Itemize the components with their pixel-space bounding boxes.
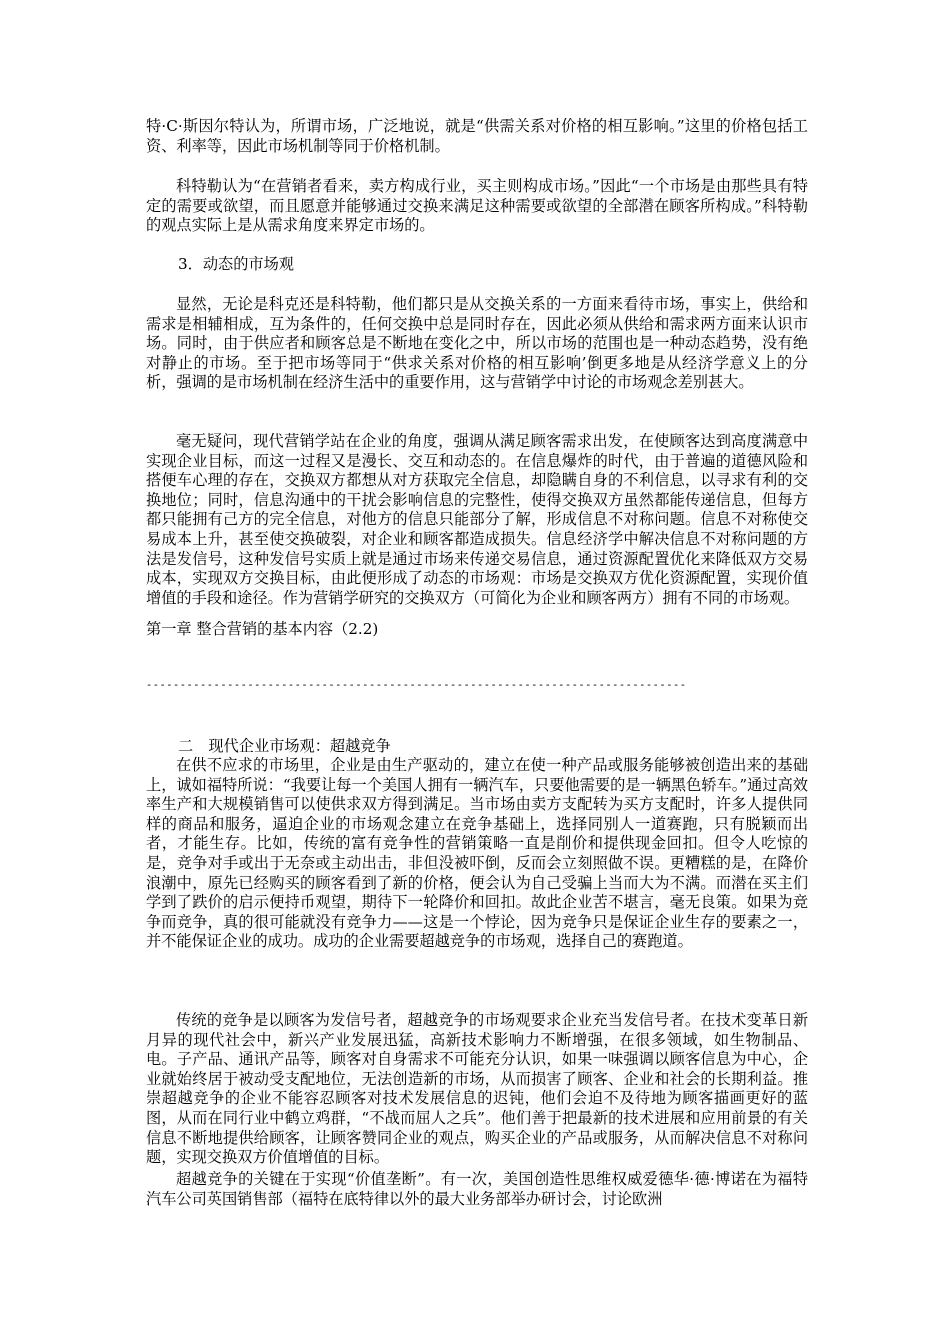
- section-heading-beyond-competition: 二 现代企业市场观：超越竞争: [178, 737, 391, 755]
- paragraph-supply-demand: 显然，无论是科克还是科特勒，他们都只是从交换关系的一方面来看待市场，事实上，供给和需求是相辅相成，互为条件的，任何交换中总是同时存在，因此必须从供给和需求两方面来认识市场。同时，由于供应者和顾客总是不断地在变化之中，所以市场的范围也是一种动态趋势，没有绝对静止的市场。至于把市场等同于“供求关系对价格的相互影响’倒更多地是从经济学意义上的分析，强调的是市场机制在经济生活中的重要作用，这与营销学中讨论的市场观念差别甚大。: [146, 295, 808, 392]
- divider-line: --------------------------------------------------------------------------------: [146, 679, 687, 691]
- paragraph-value-monopoly: 超越竞争的关键在于实现“价值垄断”。有一次，美国创造性思维权威爱德华·德·博诺在为福特汽车公司英国销售部（福特在底特律以外的最大业务部举办研讨会，讨论欧洲: [146, 1170, 808, 1208]
- paragraph-kotler-view: 科特勒认为“在营销者看来，卖方构成行业，买主则构成市场。”因此“一个市场是由那些具有特定的需要或欲望，而且愿意并能够通过交换来满足这种需要或欲望的全部潜在顾客所构成。”科特勒的观点实际上是从需求角度来界定市场的。: [146, 177, 808, 235]
- paragraph-information-asymmetry: 毫无疑问，现代营销学站在企业的角度，强调从满足顾客需求出发，在使顾客达到高度满意中实现企业目标，而这一过程又是漫长、交互和动态的。在信息爆炸的时代，由于普遍的道德风险和搭便车心理的存在，交换双方都想从对方获取完全信息，却隐瞒自身的不利信息，以寻求有利的交换地位；同时，信息沟通中的干扰会影响信息的完整性，使得交换双方虽然都能传递信息，但每方都只能拥有己方的完全信息，对他方的信息只能部分了解，形成信息不对称问题。信息不对称使交易成本上升，甚至使交换破裂，对企业和顾客都造成损失。信息经济学中解决信息不对称问题的方法是发信号，这种发信号实质上就是通过市场来传递交易信息，通过资源配置优化来降低双方交易成本，实现双方交换目标，由此便形成了动态的市场观：市场是交换双方优化资源配置，实现价值增值的手段和途径。作为营销学研究的交换双方（可简化为企业和顾客两方）拥有不同的市场观。: [146, 432, 808, 607]
- paragraph-signal-sender: 传统的竞争是以顾客为发信号者，超越竞争的市场观要求企业充当发信号者。在技术变革日新月异的现代社会中，新兴产业发展迅猛，高新技术影响力不断增强，在很多领域，如生物制品、电。子产品、通讯产品等，顾客对自身需求不可能充分认识，如果一味强调以顾客信息为中心，企业就始终居于被动受支配地位，无法创造新的市场，从而损害了顾客、企业和社会的长期利益。推崇超越竞争的企业不能容忍顾客对技术发展信息的迟钝，他们会迫不及待地为顾客描画更好的蓝图，从而在同行业中鹤立鸡群，“不战而屈人之兵”。他们善于把最新的技术进展和应用前景的有关信息不断地提供给顾客，让顾客赞同企业的观点，购买企业的产品或服务，从而解决信息不对称问题，实现交换双方价值增值的目标。: [146, 1011, 808, 1167]
- paragraph-market-definition-price: 特·C·斯因尔特认为，所谓市场，广泛地说，就是“供需关系对价格的相互影响。”这里的价格包括工资、利率等，因此市场机制等同于价格机制。: [146, 117, 808, 155]
- chapter-title: 第一章 整合营销的基本内容（2.2): [146, 620, 379, 638]
- paragraph-competition-market: 在供不应求的市场里，企业是由生产驱动的，建立在使一种产品或服务能够被创造出来的基础上，诚如福特所说：“我要让每一个美国人拥有一辆汽车，只要他需要的是一辆黑色轿车。”通过高效率生产和大规模销售可以使供求双方得到满足。当市场由卖方支配转为买方支配时，许多人提供同样的商品和服务，逼迫企业的市场观念建立在竞争基础上，选择同别人一道赛跑，只有脱颖而出者，才能生存。比如，传统的富有竞争性的营销策略一直是削价和提供现金回扣。但令人吃惊的是，竞争对手或出于无奈或主动出击，非但没被吓倒，反而会立刻照做不误。更糟糕的是，在降价浪潮中，原先已经购买的顾客看到了新的价格，便会认为自己受骗上当而大为不满。而潜在买主们学到了跌价的启示便持币观望，期待下一轮降价和回扣。故此企业苦不堪言，毫无良策。如果为竞争而竞争，真的很可能就没有竞争力——这是一个悖论，因为竞争只是保证企业生存的要素之一，并不能保证企业的成功。成功的企业需要超越竞争的市场观，选择自己的赛跑道。: [146, 756, 808, 951]
- section-heading-dynamic-market-view: 3．动态的市场观: [178, 255, 294, 273]
